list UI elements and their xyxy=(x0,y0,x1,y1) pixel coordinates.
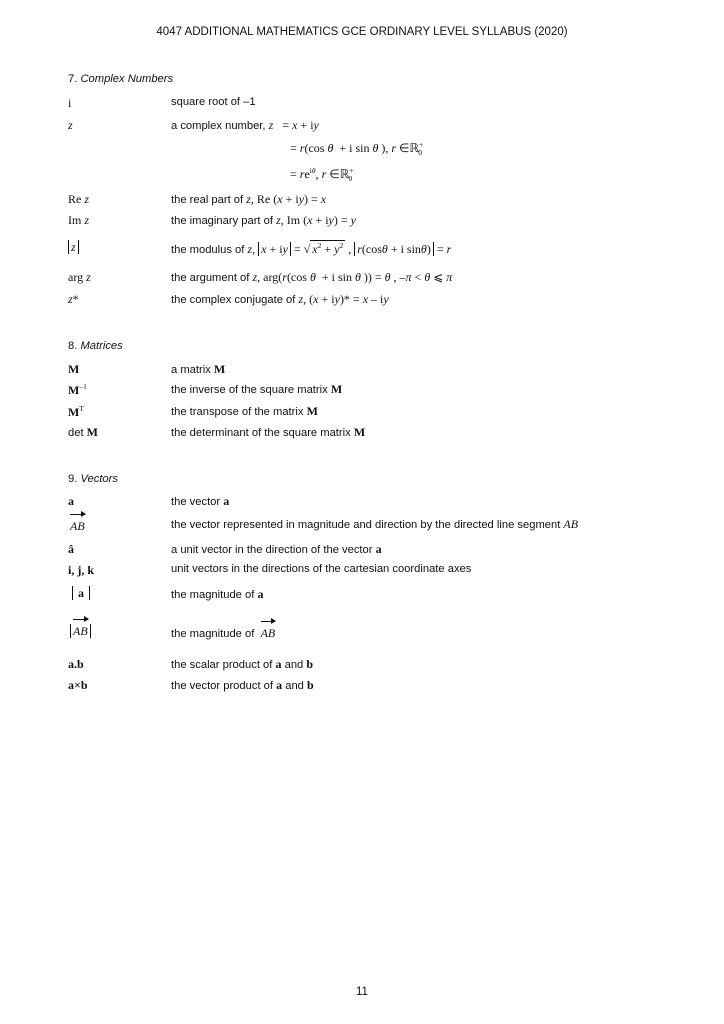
symbol-vector-a: a xyxy=(68,494,74,508)
page-header: 4047 ADDITIONAL MATHEMATICS GCE ORDINARY LEVEL SYLLABUS (2020) xyxy=(156,26,568,38)
desc-z: a complex number, z = x + iy xyxy=(171,118,319,132)
symbol-magnitude-AB: AB xyxy=(70,624,91,639)
desc-vector-a: the vector a xyxy=(171,494,230,508)
symbol-M-transpose: $M^T$ xyxy=(68,404,84,419)
symbol-M-inverse: $M^{-1}$ xyxy=(68,382,87,397)
section-heading-matrices: 8. Matrices xyxy=(68,340,123,352)
symbol-ijk: i, j, k xyxy=(68,563,95,577)
desc-magnitude-a: the magnitude of a xyxy=(171,587,264,601)
formula-z: z = x + iy xyxy=(268,118,319,132)
desc-unit-vector: a unit vector in the direction of the vector a xyxy=(171,542,382,556)
section-heading-vectors: 9. Vectors xyxy=(68,473,118,485)
desc-argz: the argument of z, arg(r(cos θ + i sin θ )) = θ , –π < θ ⩽ π xyxy=(171,270,453,284)
formula-modulus: z, x + iy = √ $x^2 + y^2$ , r(cosθ + i sinθ) = r xyxy=(247,241,452,256)
desc-det-M: the determinant of the square matrix M xyxy=(171,425,366,439)
symbol-unit-vector: â xyxy=(68,542,74,556)
symbol-z: z xyxy=(68,118,73,132)
desc-M: a matrix M xyxy=(171,362,226,376)
formula-z-exp: = $re^{i\theta}$, r ∈ℝ+$_0$ xyxy=(290,166,354,183)
symbol-vector-product: a×b xyxy=(68,678,88,692)
symbol-magnitude-a: a xyxy=(72,586,90,601)
symbol-vector-AB: AB xyxy=(70,519,85,533)
desc-rez: the real part of z, Re (x + iy) = x xyxy=(171,192,327,206)
desc-zstar: the complex conjugate of z, (x + iy)* = x – iy xyxy=(171,292,389,306)
section-heading-complex: 7. Complex Numbers xyxy=(68,73,174,85)
desc-scalar-product: the scalar product of a and b xyxy=(171,657,314,671)
desc-magnitude-AB: the magnitude of AB xyxy=(171,626,276,640)
symbol-det-M: det M xyxy=(68,425,98,439)
desc-M-inverse: the inverse of the square matrix M xyxy=(171,382,343,396)
symbol-scalar-product: a.b xyxy=(68,657,84,671)
page-number: 11 xyxy=(356,986,368,998)
desc-M-transpose: the transpose of the matrix M xyxy=(171,404,318,418)
desc-vector-AB: the vector represented in magnitude and direction by the directed line segment AB xyxy=(171,517,579,531)
desc-vector-product: the vector product of a and b xyxy=(171,678,314,692)
formula-argument: z, arg(r(cos θ + i sin θ )) = θ , –π < θ ⩽ π xyxy=(252,270,453,284)
symbol-rez: Re z xyxy=(68,192,90,206)
symbol-modz: z xyxy=(68,240,79,255)
symbol-M: M xyxy=(68,362,80,376)
formula-z-polar: = r(cos θ + i sin θ ), r ∈ℝ+$_0$ xyxy=(290,140,424,157)
symbol-argz: arg z xyxy=(68,270,91,284)
symbol-i: i xyxy=(68,96,72,110)
desc-imz: the imaginary part of z, Im (x + iy) = y xyxy=(171,213,356,227)
desc-ijk: unit vectors in the directions of the cartesian coordinate axes xyxy=(171,563,472,575)
desc-i: square root of –1 xyxy=(171,96,256,108)
symbol-imz: Im z xyxy=(68,213,90,227)
symbol-zstar: z* xyxy=(68,292,79,306)
desc-modz: the modulus of z, x + iy = √ $x^2 + y^2$ , r(cosθ + i sinθ) = r xyxy=(171,241,452,256)
